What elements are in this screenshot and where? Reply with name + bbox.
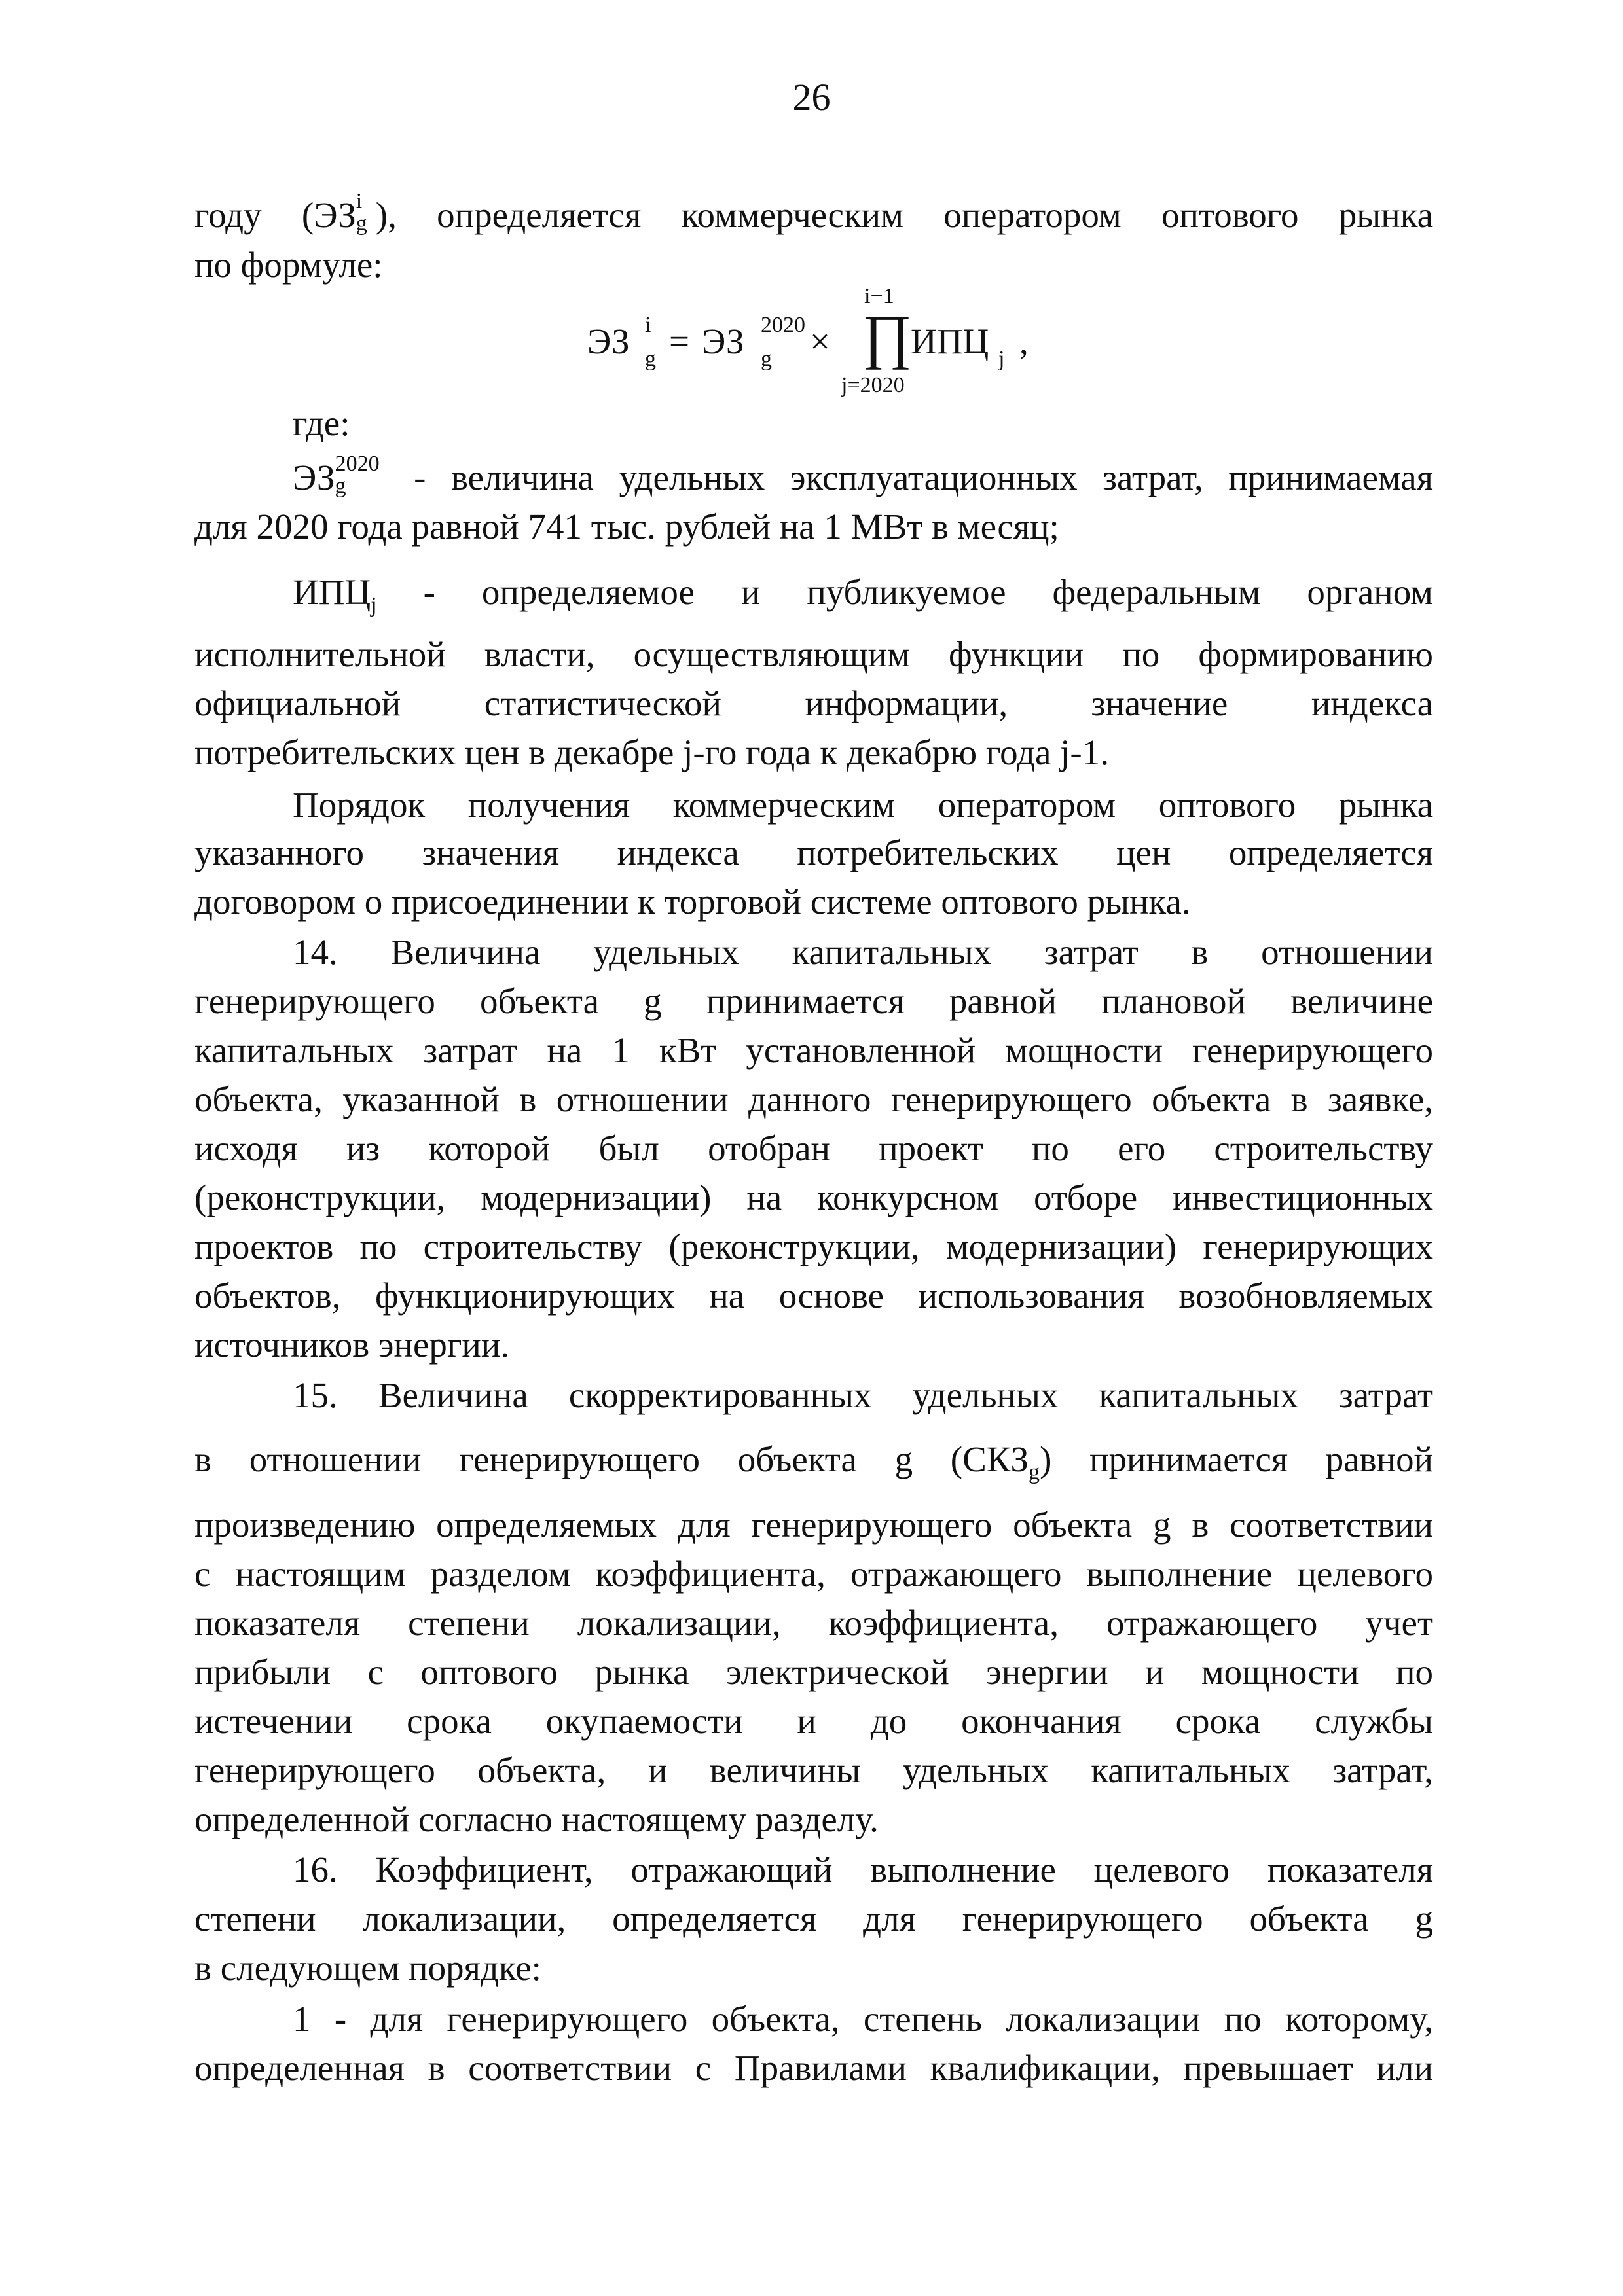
text-line: [194, 1437, 1433, 1482]
definition-line: [293, 569, 1433, 615]
text-line: 14. Величина удельных капитальных затрат в отношении: [293, 932, 1433, 972]
text-line: определенной согласно настоящему разделу.: [194, 1799, 879, 1839]
definition-text: - величина удельных эксплуатационных затрат, принимаемая: [388, 457, 1433, 497]
superscript: i: [356, 189, 363, 214]
text-line: с настоящим разделом коэффициента, отражающего выполнение целевого: [194, 1554, 1433, 1594]
formula-lhs-sup: i: [645, 313, 651, 337]
text-line: договором о присоединении к торговой системе оптового рынка.: [194, 882, 1191, 922]
formula-product-symbol: ∏: [862, 303, 912, 370]
symbol: СКЗ: [962, 1439, 1029, 1479]
text-line: в следующем порядке:: [194, 1948, 541, 1988]
text-line: капитальных затрат на 1 кВт установленной мощности генерирующего: [194, 1030, 1433, 1070]
text-line: 16. Коэффициент, отражающий выполнение целевого показателя: [293, 1850, 1433, 1890]
text-line: прибыли с оптового рынка электрической энергии и мощности по: [194, 1652, 1433, 1692]
symbol: ЭЗ: [293, 457, 335, 497]
symbol: ЭЗ: [314, 195, 356, 235]
subscript: g: [356, 211, 367, 236]
text-fragment: ), определяется коммерческим оператором оптового рынка: [375, 195, 1433, 235]
text-line: 1 - для генерирующего объекта, степень локализации по которому,: [293, 1999, 1433, 2039]
symbol: ИПЦ: [293, 572, 371, 612]
text-line: исполнительной власти, осуществляющим функции по формированию: [194, 634, 1433, 674]
formula-lhs-sub: g: [645, 347, 656, 371]
text-line: показателя степени локализации, коэффициента, отражающего учет: [194, 1603, 1433, 1643]
formula-rhs-symbol: ЭЗ: [702, 321, 744, 361]
page-number: 26: [792, 76, 831, 118]
text-line: официальной статистической информации, значение индекса: [194, 683, 1433, 723]
superscript: 2020: [335, 452, 380, 476]
definition-text: - определяемое и публикуемое федеральным органом: [376, 572, 1433, 612]
text-line: потребительских цен в декабре j-го года к декабрю года j-1.: [194, 732, 1109, 772]
text-line: степени локализации, определяется для генерирующего объекта g: [194, 1899, 1433, 1939]
formula-times: ×: [810, 321, 831, 361]
text-line: произведению определяемых для генерирующего объекта g в соответствии: [194, 1505, 1433, 1545]
text-line: определенная в соответствии с Правилами квалификации, превышает или: [194, 2048, 1433, 2088]
text-line: генерирующего объекта, и величины удельных капитальных затрат,: [194, 1750, 1433, 1790]
text-line: 15. Величина скорректированных удельных капитальных затрат: [293, 1375, 1433, 1415]
text-line: источников энергии.: [194, 1325, 510, 1365]
definition-line: [293, 454, 1433, 501]
subscript: g: [1029, 1460, 1040, 1484]
text-line: объекта, указанной в отношении данного генерирующего объекта в заявке,: [194, 1079, 1433, 1119]
text-line: объектов, функционирующих на основе использования возобновляемых: [194, 1276, 1433, 1316]
formula-ipc: ИПЦ: [911, 321, 989, 361]
text-line: исходя из которой был отобран проект по его строительству: [194, 1128, 1433, 1168]
formula-prod-lower: j=2020: [841, 373, 905, 397]
text-line: для 2020 года равной 741 тыс. рублей на 1 МВт в месяц;: [194, 507, 1059, 547]
formula-tail: ,: [1019, 321, 1029, 361]
where-label: где:: [293, 403, 350, 443]
text-line: (реконструкции, модернизации) на конкурсном отборе инвестиционных: [194, 1177, 1433, 1217]
formula-equals: =: [669, 321, 690, 361]
formula-prod-upper: i−1: [864, 284, 894, 308]
text-fragment: ) принимается равной: [1040, 1439, 1433, 1479]
text-line: проектов по строительству (реконструкции, модернизации) генерирующих: [194, 1227, 1433, 1266]
text-line: по формуле:: [194, 245, 383, 285]
formula-ipc-sub: j: [998, 347, 1005, 371]
text-line: указанного значения индекса потребительских цен определяется: [194, 833, 1433, 872]
formula-lhs-symbol: ЭЗ: [587, 321, 630, 361]
text-fragment: в отношении генерирующего объекта g (: [194, 1439, 963, 1479]
formula: [587, 284, 1176, 406]
formula-rhs-sub: g: [761, 347, 772, 371]
subscript: j: [371, 593, 377, 617]
subscript: g: [335, 474, 346, 499]
text-fragment: году (: [194, 195, 314, 235]
formula-rhs-sup: 2020: [761, 313, 805, 337]
text-line: истечении срока окупаемости и до окончания срока службы: [194, 1701, 1433, 1741]
text-line: [194, 191, 1433, 238]
text-line: Порядок получения коммерческим оператором оптового рынка: [293, 785, 1433, 825]
text-line: генерирующего объекта g принимается равной плановой величине: [194, 981, 1433, 1021]
